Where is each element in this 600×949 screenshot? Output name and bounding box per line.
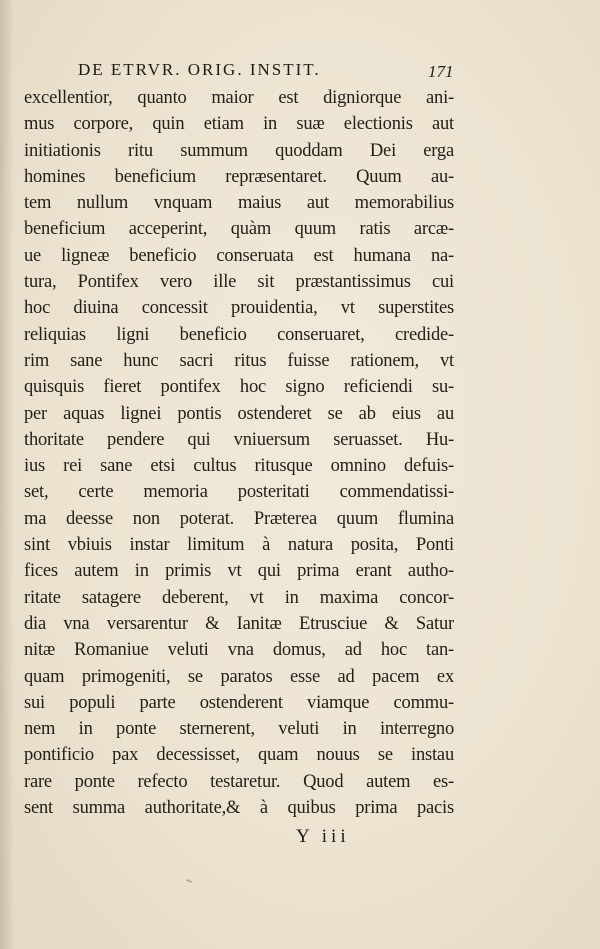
- body-text: [24, 85, 454, 821]
- text-line: ius rei sane etsi cultus ritusque omnino defuis-: [24, 456, 454, 477]
- page-number: 171: [428, 62, 454, 81]
- text-line: rim sane hunc sacri ritus fuisse rationem, vt: [24, 350, 454, 371]
- text-line: homines beneficium repræsentaret. Quum au-: [24, 166, 454, 187]
- running-head: DE ETRVR. ORIG. INSTIT.: [78, 60, 321, 79]
- text-line: sint vbiuis instar limitum à natura posita, Ponti: [24, 535, 454, 556]
- text-line: thoritate pendere qui vniuersum seruasset. Hu-: [24, 429, 454, 450]
- text-line: tura, Pontifex vero ille sit præstantissimus cui: [24, 272, 454, 293]
- text-line: ue ligneæ beneficio conseruata est humana na-: [24, 245, 454, 266]
- text-line: pontificio pax decessisset, quam nouus se instau: [24, 745, 454, 766]
- text-line: ma deesse non poterat. Præterea quum flumina: [24, 508, 454, 529]
- text-line: nitæ Romaniue veluti vna domus, ad hoc tan-: [24, 640, 454, 661]
- text-line: dia vna versarentur & Ianitæ Etrusciue & Satur: [24, 613, 454, 634]
- signature-mark: Y iii: [296, 826, 350, 847]
- text-line: per aquas lignei pontis ostenderet se ab eius au: [24, 403, 454, 424]
- text-line: mus corpore, quin etiam in suæ electionis aut: [24, 114, 454, 135]
- text-line: fices autem in primis vt qui prima erant autho-: [24, 561, 454, 582]
- text-line: quisquis fieret pontifex hoc signo reficiendi su-: [24, 377, 454, 398]
- text-line: nem in ponte sternerent, veluti in interregno: [24, 719, 454, 740]
- text-line: quam primogeniti, se paratos esse ad pacem ex: [24, 666, 454, 687]
- text-line: excellentior, quanto maior est digniorque ani-: [24, 88, 454, 108]
- text-line: initiationis ritu summum quoddam Dei erga: [24, 140, 454, 161]
- text-line: reliquias ligni beneficio conseruaret, credide-: [24, 324, 454, 345]
- spine-shadow: [0, 0, 14, 949]
- text-line: sent summa authoritate,& à quibus prima pacis: [24, 798, 454, 819]
- text-line: sui populi parte ostenderent viamque commu-: [24, 692, 454, 713]
- text-line: set, certe memoria posteritati commendatissi-: [24, 482, 454, 503]
- text-line: tem nullum vnquam maius aut memorabilius: [24, 193, 454, 214]
- text-line: rare ponte refecto testaretur. Quod autem es-: [24, 771, 454, 792]
- paper-blemish: [186, 879, 192, 883]
- text-line: beneficium acceperint, quàm quum ratis arcæ-: [24, 219, 454, 240]
- text-line: ritate satagere deberent, vt in maxima concor-: [24, 587, 454, 608]
- text-line: hoc diuina concessit prouidentia, vt superstites: [24, 298, 454, 319]
